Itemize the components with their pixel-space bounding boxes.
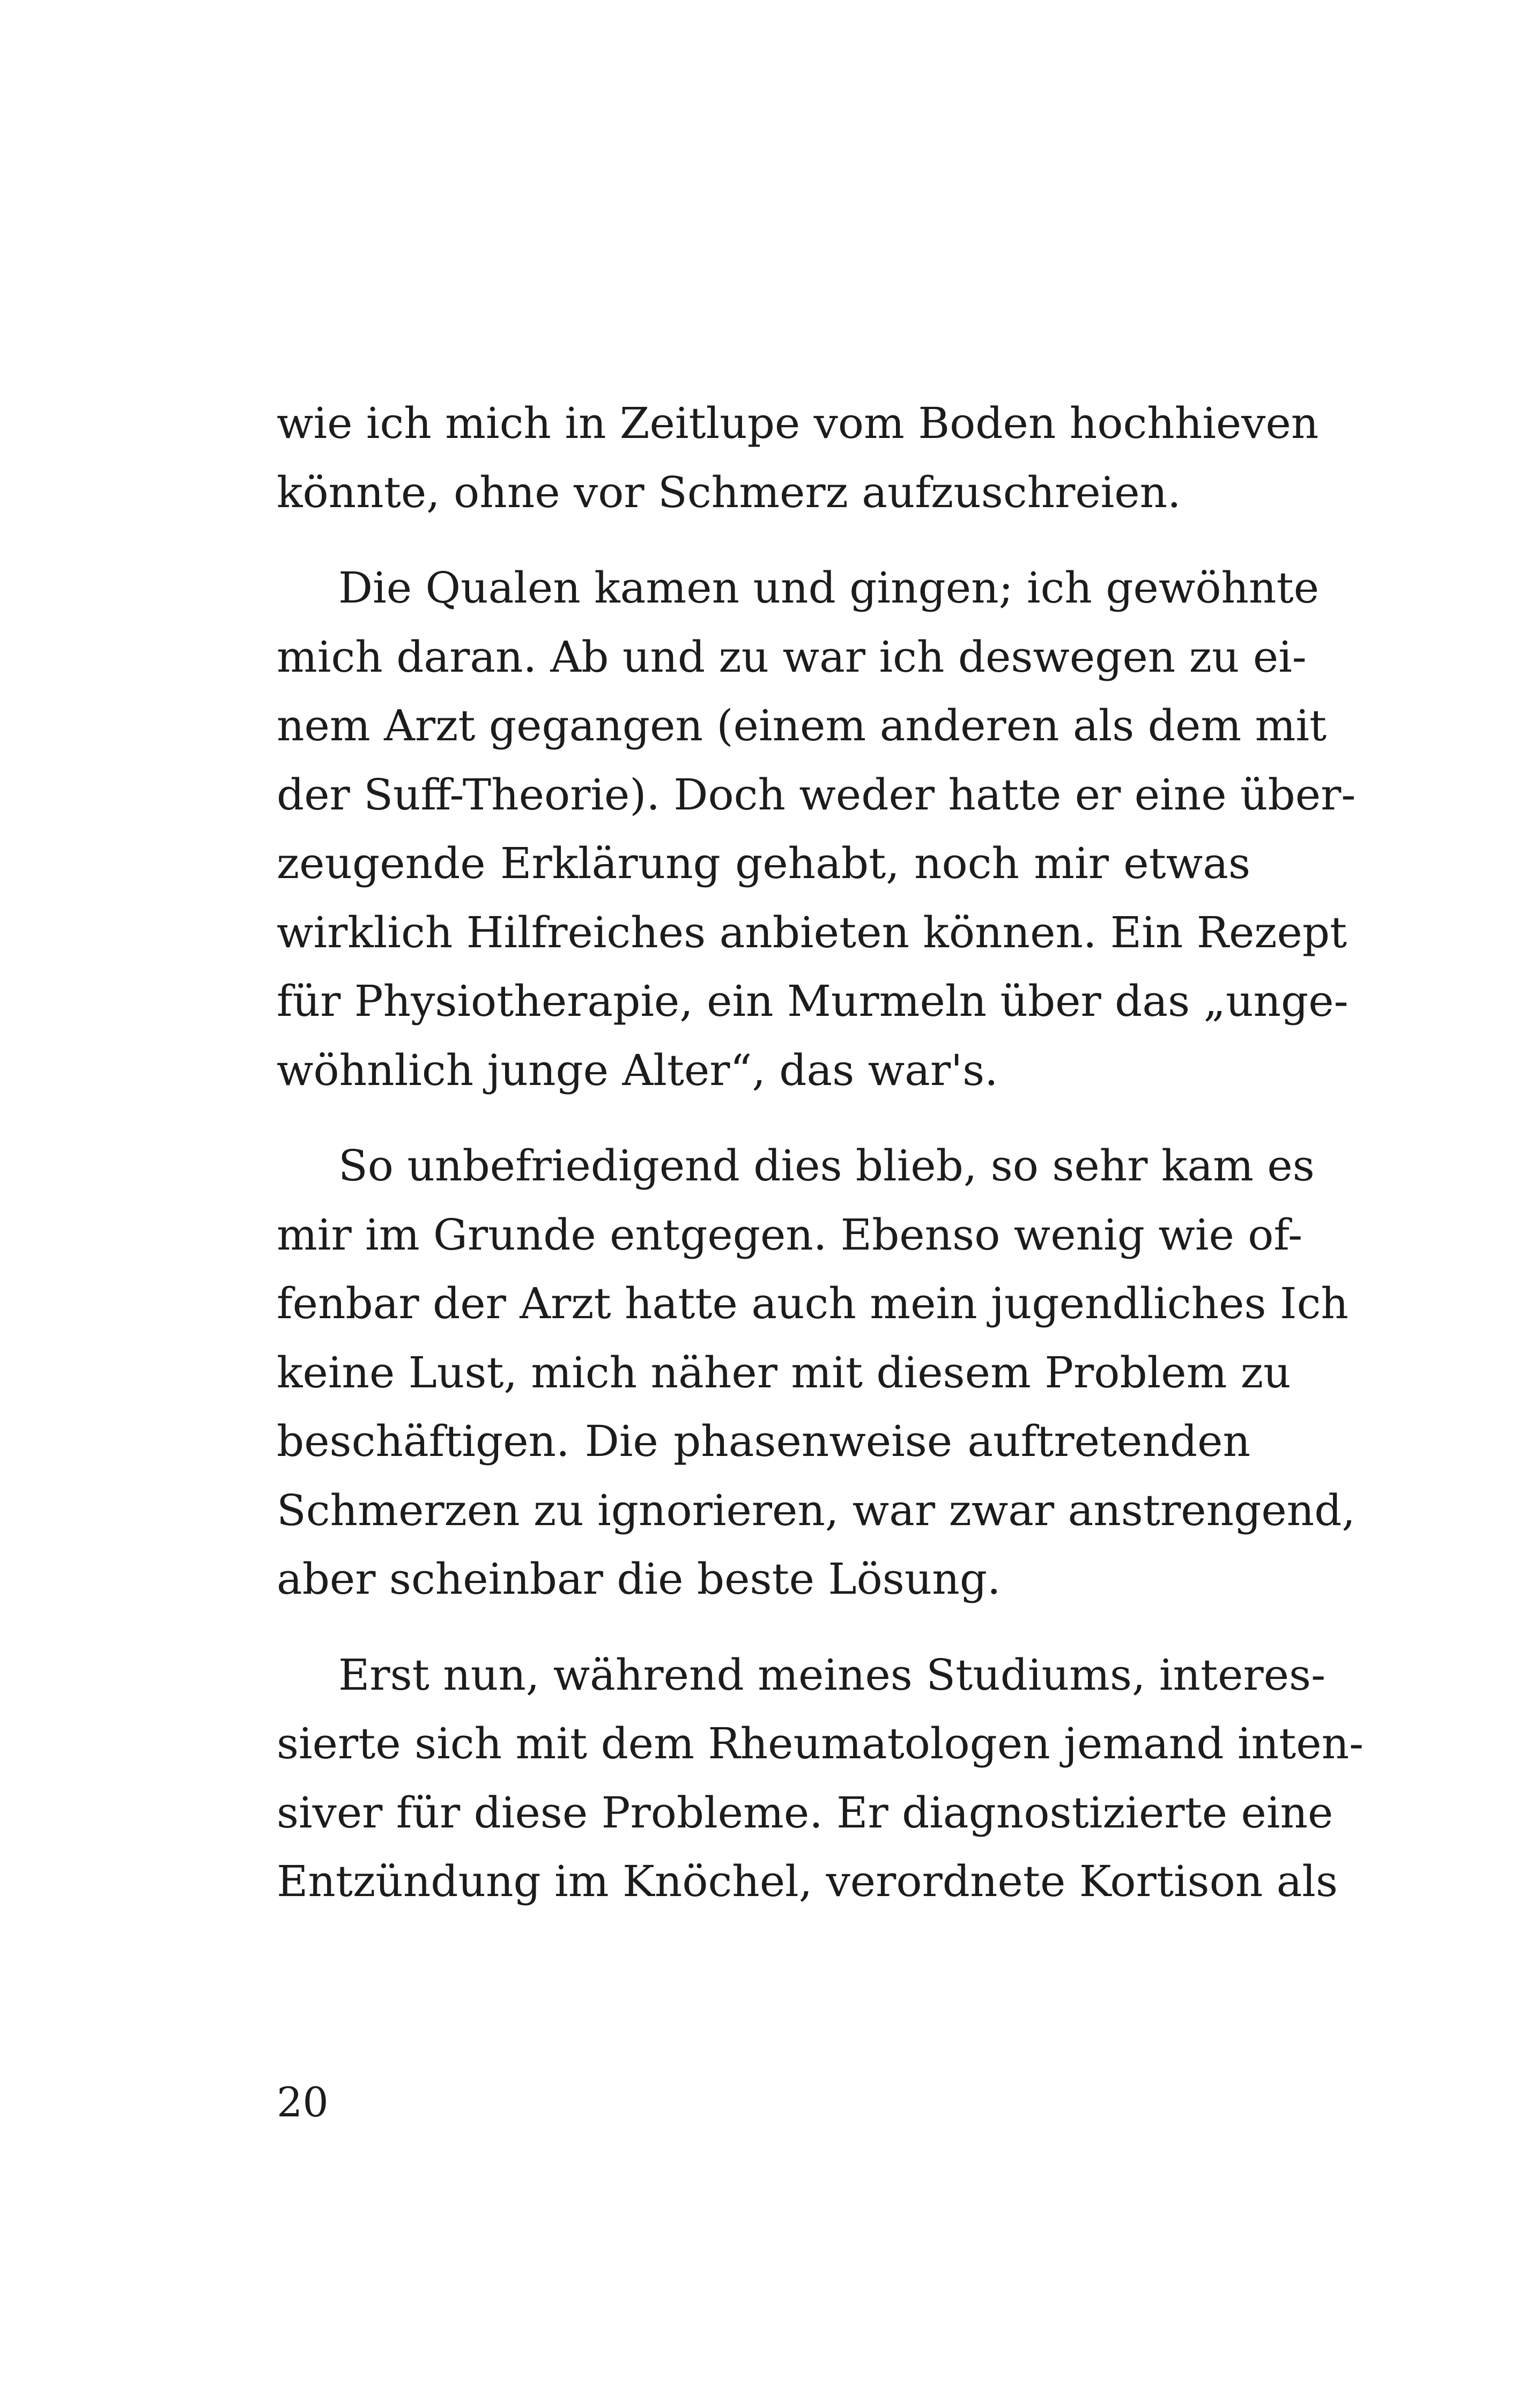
text-line: siver für diese Probleme. Er diagnostizierte eine bbox=[277, 1787, 1333, 1838]
paragraph-4 bbox=[277, 1641, 1364, 1916]
text-line: beschäftigen. Die phasenweise auftretenden bbox=[277, 1416, 1250, 1466]
text-line: Die Qualen kamen und gingen; ich gewöhnte bbox=[338, 563, 1320, 613]
text-line: aber scheinbar die beste Lösung. bbox=[277, 1554, 1001, 1604]
paragraph-3 bbox=[277, 1132, 1355, 1614]
text-line: wie ich mich in Zeitlupe vom Boden hochhieven bbox=[277, 398, 1319, 448]
text-line: Schmerzen zu ignorieren, war zwar anstrengend, bbox=[277, 1485, 1355, 1535]
text-line: Entzündung im Knöchel, verordnete Kortison als bbox=[277, 1856, 1338, 1906]
text-line: wöhnlich junge Alter“, das war's. bbox=[277, 1045, 998, 1095]
text-line: fenbar der Arzt hatte auch mein jugendliches Ich bbox=[277, 1279, 1348, 1328]
text-line: mich daran. Ab und zu war ich deswegen zu ei- bbox=[277, 631, 1307, 682]
body-text bbox=[277, 389, 1364, 1916]
text-line: für Physiotherapie, ein Murmeln über das „unge- bbox=[277, 976, 1348, 1026]
text-line: zeugende Erklärung gehabt, noch mir etwas bbox=[277, 838, 1250, 888]
text-line: nem Arzt gegangen (einem anderen als dem mit bbox=[277, 701, 1327, 750]
page-number: 20 bbox=[277, 2078, 329, 2126]
text-line: der Suff-Theorie). Doch weder hatte er eine über- bbox=[277, 769, 1356, 820]
text-line: könnte, ohne vor Schmerz aufzuschreien. bbox=[277, 467, 1181, 517]
text-line: sierte sich mit dem Rheumatologen jemand inten- bbox=[277, 1719, 1364, 1768]
paragraph-1 bbox=[277, 389, 1319, 527]
text-line: Erst nun, während meines Studiums, interes- bbox=[338, 1649, 1326, 1700]
text-line: wirklich Hilfreiches anbieten können. Ein Rezept bbox=[277, 907, 1347, 957]
text-line: keine Lust, mich näher mit diesem Problem zu bbox=[277, 1347, 1291, 1398]
text-line: mir im Grunde entgegen. Ebenso wenig wie of- bbox=[277, 1209, 1303, 1260]
paragraph-2 bbox=[277, 554, 1356, 1105]
text-line: So unbefriedigend dies blieb, so sehr kam es bbox=[338, 1141, 1315, 1191]
